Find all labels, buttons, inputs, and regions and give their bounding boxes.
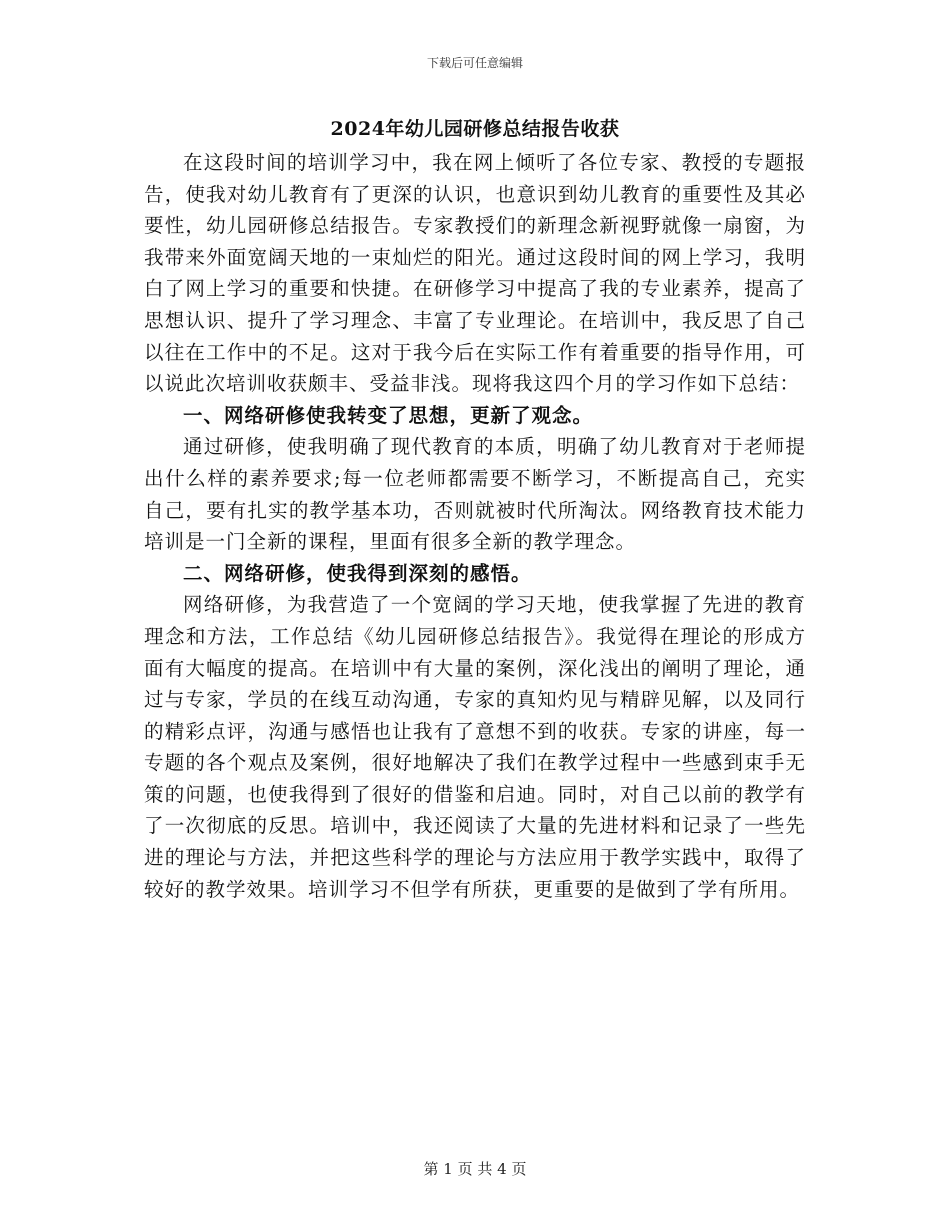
intro-paragraph: 在这段时间的培训学习中，我在网上倾听了各位专家、教授的专题报告，使我对幼儿教育有了更深的认识，也意识到幼儿教育的重要性及其必要性，幼儿园研修总结报告。专家教授们的新理念新视野就像一扇窗，为我带来外面宽阔天地的一束灿烂的阳光。通过这段时间的网上学习，我明白了网上学习的重要和快捷。在研修学习中提高了我的专业素养，提高了思想认识、提升了学习理念、丰富了专业理论。在培训中，我反思了自己以往在工作中的不足。这对于我今后在实际工作有着重要的指导作用，可以说此次培训收获颇丰、受益非浅。现将我这四个月的学习作如下总结： (144, 151, 806, 396)
section-body-2: 网络研修，为我营造了一个宽阔的学习天地，使我掌握了先进的教育理念和方法，工作总结《幼儿园研修总结报告》。我觉得在理论的形成方面有大幅度的提高。在培训中有大量的案例，深化浅出的阐明了理论，通过与专家，学员的在线互动沟通，专家的真知灼见与精辟见解，以及同行的精彩点评，沟通与感悟也让我有了意想不到的收获。专家的讲座，每一专题的各个观点及案例，很好地解决了我们在教学过程中一些感到束手无策的问题，也使我得到了很好的借鉴和启迪。同时，对自己以前的教学有了一次彻底的反思。培训中，我还阅读了大量的先进材料和记录了一些先进的理论与方法，并把这些科学的理论与方法应用于教学实践中，取得了较好的教学效果。培训学习不但学有所获，更重要的是做到了学有所用。 (144, 593, 806, 901)
section-heading-1: 一、网络研修使我转变了思想，更新了观念。 (183, 403, 594, 427)
section-heading-2: 二、网络研修，使我得到深刻的感悟。 (183, 561, 532, 585)
page-number: 第 1 页 共 4 页 (423, 1160, 527, 1178)
section-body-1: 通过研修，使我明确了现代教育的本质，明确了幼儿教育对于老师提出什么样的素养要求;每一位老师都需要不断学习，不断提高自己，充实自己，要有扎实的教学基本功，否则就被时代所淘汰。网络教育技术能力培训是一门全新的课程，里面有很多全新的教学理念。 (144, 435, 806, 554)
document-body (144, 147, 806, 905)
document-title: 2024年幼儿园研修总结报告收获 (330, 118, 620, 140)
download-note: 下载后可任意编辑 (426, 56, 523, 70)
